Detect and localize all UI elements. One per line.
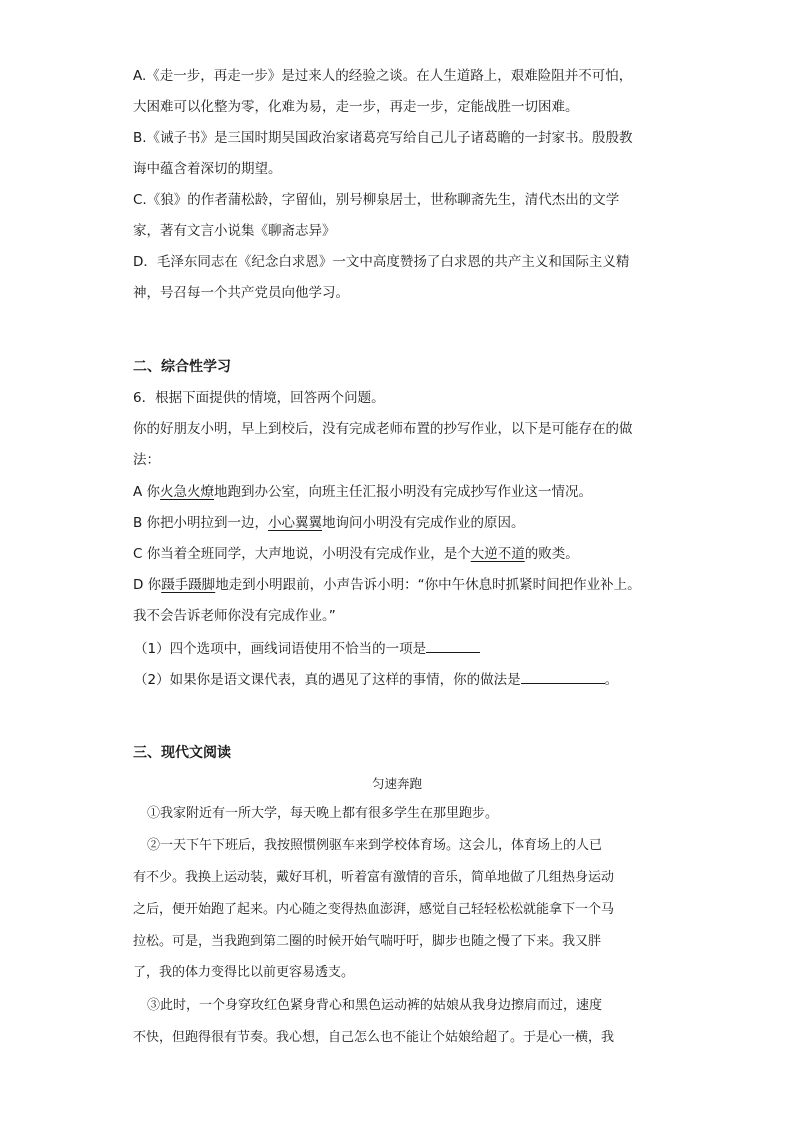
answer-blank-1[interactable]	[426, 638, 480, 653]
choice-d-prefix: D 你	[133, 577, 162, 593]
paragraph-1: ①我家附近有一所大学，每天晚上都有很多学生在那里跑步。	[147, 806, 499, 821]
paragraph-2-line-5: 了，我的体力变得比以前更容易透支。	[133, 965, 355, 980]
sub-question-2-end: 。	[604, 672, 619, 688]
sub-question-1-text: （1）四个选项中，画线词语使用不恰当的一项是	[134, 641, 427, 657]
answer-blank-2[interactable]	[521, 669, 605, 684]
option-a-line-1: A.《走一步，再走一步》是过来人的经验之谈。在人生道路上，艰难险阻并不可怕，	[133, 68, 633, 84]
sub-question-2	[134, 669, 618, 690]
choice-c-suffix: 的败类。	[524, 546, 579, 562]
choice-c-prefix: C 你当着全班同学，大声地说，小明没有完成作业，是个	[133, 546, 471, 562]
passage-title: 匀速奔跑	[371, 776, 422, 791]
paragraph-2-line-1: ②一天下午下班后，我按照惯例驱车来到学校体育场。这会儿，体育场上的人已	[147, 838, 603, 853]
choice-d-suffix: 地走到小明跟前，小声告诉小明：“你中午休息时抓紧时间把作业补上。	[215, 577, 641, 593]
choice-a-underlined-word: 火急火燎	[160, 484, 215, 500]
section-3-heading: 三、现代文阅读	[133, 745, 231, 761]
option-d-line-1: D．毛泽东同志在《纪念白求恩》一文中高度赞扬了白求恩的共产主义和国际主义精	[133, 254, 630, 270]
choice-d	[133, 575, 641, 595]
section-2-heading: 二、综合性学习	[133, 359, 231, 375]
paragraph-3-line-2: 不快，但跑得很有节奏。我心想，自己怎么也不能让个姑娘给超了。于是心一横，我	[133, 1030, 615, 1045]
paragraph-3-line-1: ③此时，一个身穿玫红色紧身背心和黑色运动裤的姑娘从我身边擦肩而过，速度	[147, 998, 603, 1013]
choice-b-suffix: 地询问小明没有完成作业的原因。	[322, 515, 525, 531]
choice-a-suffix: 地跑到办公室，向班主任汇报小明没有完成抄写作业这一情况。	[214, 484, 593, 500]
sub-question-1	[134, 638, 480, 659]
option-b-line-1: B.《诫子书》是三国时期吴国政治家诸葛亮写给自己儿子诸葛瞻的一封家书。殷殷教	[133, 130, 633, 146]
question-6-stem: 6．根据下面提供的情境，回答两个问题。	[133, 390, 385, 406]
paragraph-2-line-3: 之后，便开始跑了起来。内心随之变得热血澎湃，感觉自己轻轻松松就能拿下一个马	[133, 902, 615, 917]
question-6-context-line-1: 你的好朋友小明，早上到校后，没有完成老师布置的抄写作业，以下是可能存在的做	[133, 421, 633, 437]
option-c-line-2: 家，著有文言小说集《聊斋志异》	[133, 223, 336, 239]
sub-question-2-text: （2）如果你是语文课代表，真的遇见了这样的事情，你的做法是	[134, 672, 521, 688]
option-c-line-1: C.《狼》的作者蒲松龄，字留仙，别号柳泉居士，世称聊斋先生，清代杰出的文学	[133, 192, 620, 208]
question-6-context-line-2: 法：	[133, 452, 160, 468]
choice-a-prefix: A 你	[133, 484, 161, 500]
option-d-line-2: 神，号召每一个共产党员向他学习。	[133, 285, 349, 301]
choice-a	[133, 482, 592, 502]
paragraph-2-line-4: 拉松。可是，当我跑到第二圈的时候开始气喘吁吁，脚步也随之慢了下来。我又胖	[133, 934, 602, 949]
choice-c-underlined-word: 大逆不道	[470, 546, 525, 562]
choice-d-line-2: 我不会告诉老师你没有完成作业。”	[133, 608, 336, 624]
choice-b	[133, 513, 525, 533]
choice-b-underlined-word: 小心翼翼	[268, 515, 323, 531]
option-a-line-2: 大困难可以化整为零，化难为易，走一步，再走一步，定能战胜一切困难。	[133, 99, 579, 115]
choice-c	[133, 544, 579, 564]
choice-b-prefix: B 你把小明拉到一边，	[133, 515, 269, 531]
choice-d-underlined-word: 蹑手蹑脚	[161, 577, 216, 593]
option-b-line-2: 诲中蕴含着深切的期望。	[133, 161, 282, 177]
paragraph-2-line-2: 有不少。我换上运动装，戴好耳机，听着富有激情的音乐，简单地做了几组热身运动	[133, 870, 615, 885]
